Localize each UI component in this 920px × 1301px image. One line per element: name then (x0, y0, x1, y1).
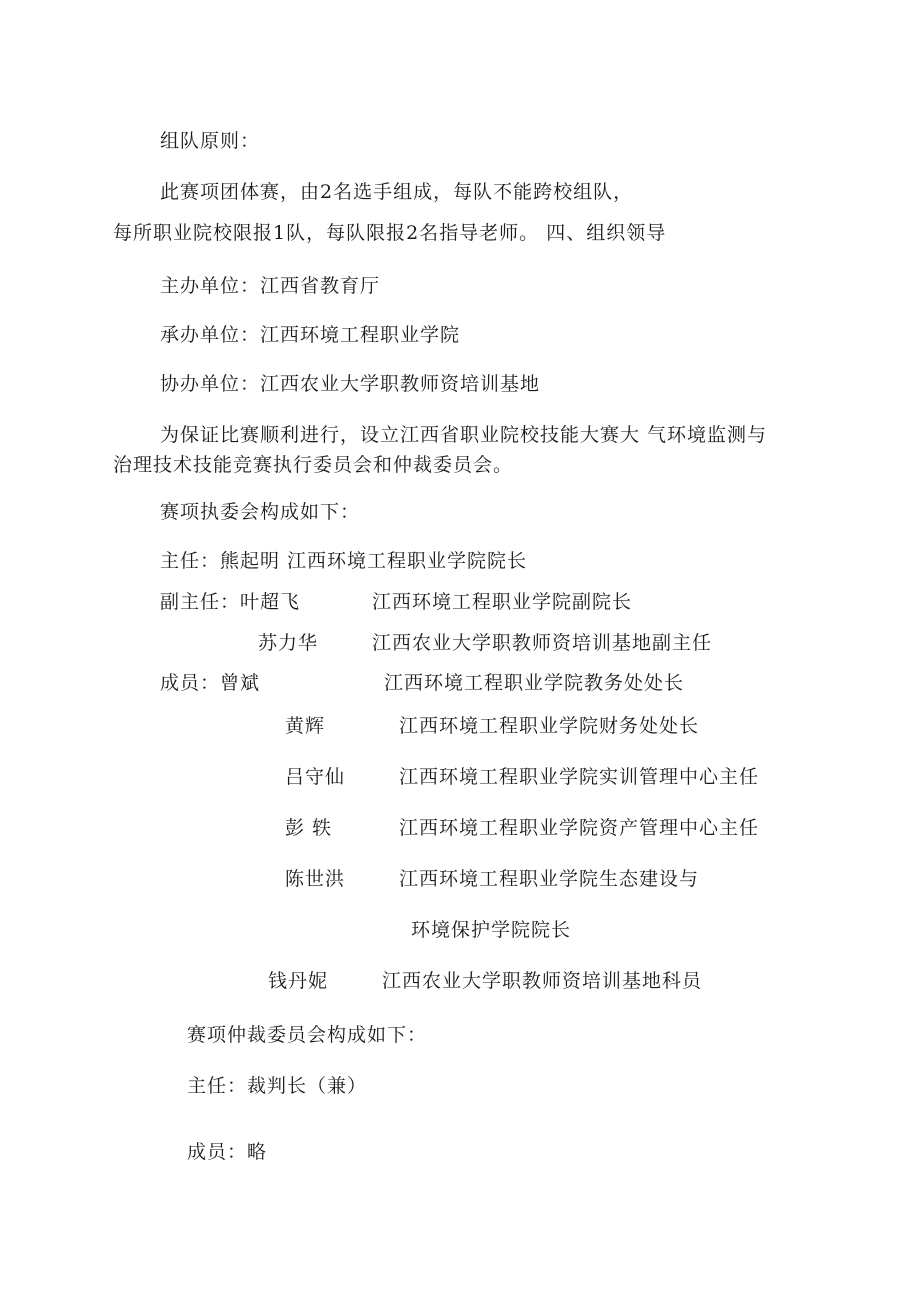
team-principle-line2: 每所职业院校限报1队，每队限报2名指导老师。 四、组织领导 (113, 222, 667, 244)
exec-committee-heading: 赛项执委会构成如下： (160, 501, 361, 523)
member-name: 彭 轶 (285, 817, 333, 839)
exec-vice2-role: 江西农业大学职教师资培训基地副主任 (372, 632, 713, 654)
arbitration-members: 成员：略 (187, 1141, 268, 1163)
team-principle-line1: 此赛项团体赛，由2名选手组成，每队不能跨校组队， (160, 181, 634, 203)
arbitration-heading: 赛项仲裁委员会构成如下： (187, 1024, 428, 1046)
co-organizer-unit: 协办单位：江西农业大学职教师资培训基地 (160, 373, 541, 395)
exec-vice-role: 江西环境工程职业学院副院长 (372, 591, 633, 613)
member-name: 黄辉 (285, 715, 326, 737)
member-name: 吕守仙 (285, 766, 346, 788)
exec-vice2-name: 苏力华 (258, 632, 319, 654)
committee-intro-line2: 治理技术技能竞赛执行委员会和仲裁委员会。 (113, 454, 514, 476)
exec-member-label: 成员：曾斌 (160, 672, 261, 694)
exec-director: 主任：熊起明 江西环境工程职业学院院长 (160, 550, 528, 572)
committee-intro-line1: 为保证比赛顺利进行，设立江西省职业院校技能大赛大 气环境监测与 (160, 424, 768, 446)
exec-vice-label: 副主任：叶超飞 (160, 591, 301, 613)
member-role: 江西环境工程职业学院实训管理中心主任 (399, 766, 760, 788)
arbitration-director: 主任：裁判长（兼） (187, 1075, 368, 1097)
member-role-continued: 环境保护学院院长 (411, 919, 572, 941)
exec-member-role: 江西环境工程职业学院教务处处长 (384, 672, 685, 694)
member-name: 钱丹妮 (268, 970, 329, 992)
host-unit: 主办单位：江西省教育厅 (160, 275, 381, 297)
member-role: 江西环境工程职业学院资产管理中心主任 (399, 817, 760, 839)
member-role: 江西农业大学职教师资培训基地科员 (382, 970, 703, 992)
member-role: 江西环境工程职业学院财务处处长 (399, 715, 700, 737)
team-principle-heading: 组队原则： (160, 130, 261, 152)
member-name: 陈世洪 (285, 868, 346, 890)
member-role: 江西环境工程职业学院生态建设与 (399, 868, 700, 890)
undertaker-unit: 承办单位：江西环境工程职业学院 (160, 324, 461, 346)
